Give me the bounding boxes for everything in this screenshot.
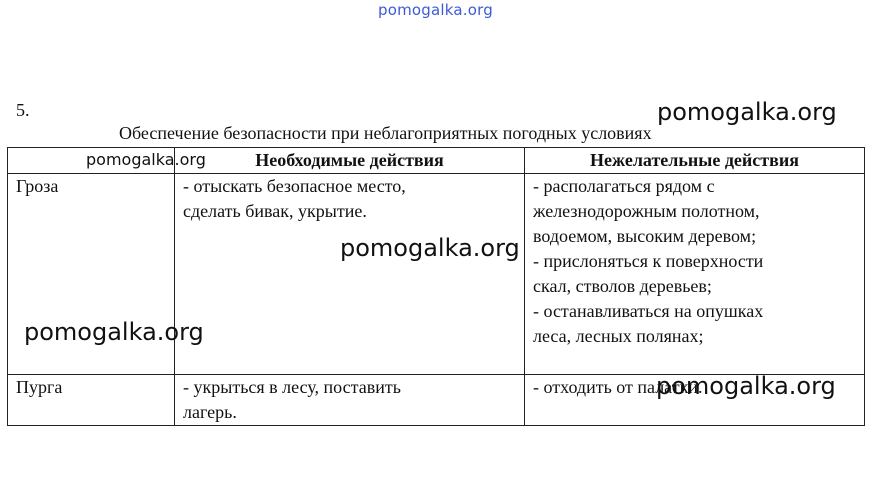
text-line: сделать бивак, укрытие. <box>183 201 367 221</box>
undesirable-actions-cell <box>525 174 865 375</box>
text-line: лагерь. <box>183 402 237 422</box>
condition-label: Гроза <box>16 176 59 196</box>
text-line: - отыскать безопасное место, <box>183 176 406 196</box>
text-line: леса, лесных полянах; <box>533 326 704 346</box>
watermark-left: pomogalka.org <box>24 318 204 346</box>
watermark-header: pomogalka.org <box>86 150 206 169</box>
text-line: - отходить от палатки. <box>533 377 703 397</box>
condition-cell <box>8 375 175 426</box>
text-line: - прислоняться к поверхности <box>533 251 764 271</box>
text-line: железнодорожным полотном, <box>533 201 760 221</box>
text-line: - укрыться в лесу, поставить <box>183 377 401 397</box>
watermark-top: pomogalka.org <box>378 1 493 19</box>
header-undesirable-actions: Нежелательные действия <box>525 148 865 174</box>
header-required-actions: Необходимые действия <box>175 148 525 174</box>
text-line: - останавливаться на опушках <box>533 301 764 321</box>
page-title: Обеспечение безопасности при неблагоприятных погодных условиях <box>119 123 652 143</box>
task-number: 5. <box>16 100 30 120</box>
required-actions-cell <box>175 174 525 375</box>
text-line: скал, стволов деревьев; <box>533 276 712 296</box>
required-actions-cell <box>175 375 525 426</box>
text-line: водоемом, высоким деревом; <box>533 226 757 246</box>
watermark-center: pomogalka.org <box>340 234 520 262</box>
watermark-right-top: pomogalka.org <box>657 98 837 126</box>
text-line: - располагаться рядом с <box>533 176 715 196</box>
condition-label: Пурга <box>16 377 63 397</box>
watermark-bottom: pomogalka.org <box>656 372 836 400</box>
